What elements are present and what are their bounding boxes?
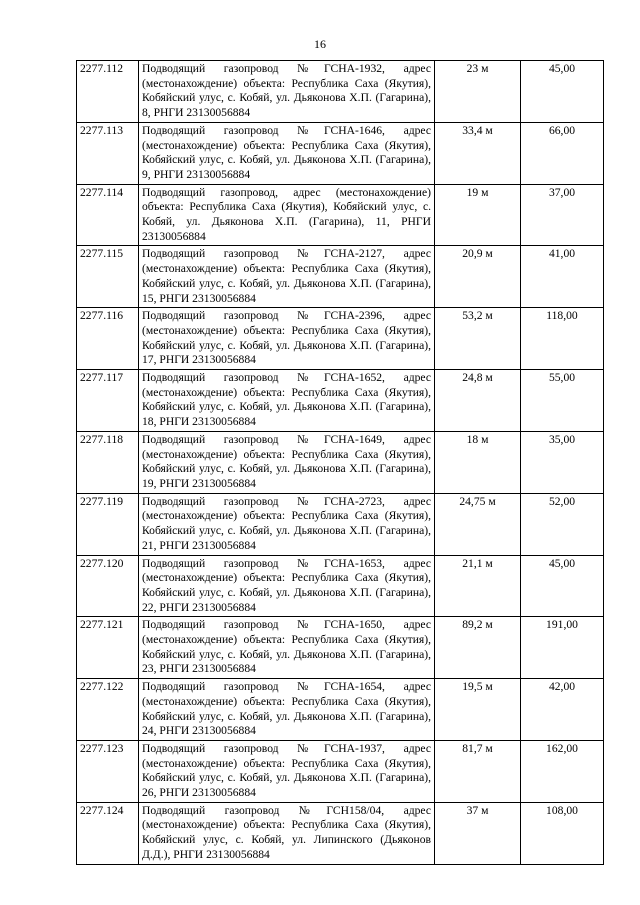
item-number-cell: 2277.124 <box>77 802 139 864</box>
item-number-cell: 2277.119 <box>77 493 139 555</box>
object-description-cell: Подводящий газопровод №ГСНА-1650, адрес (местонахождение) объекта: Республика Саха (Якутия), Кобяйский улус, с. Кобяй, ул. Дьяконова Х.П. (Гагарина), 23, РНГИ 23130056884 <box>139 617 435 679</box>
object-description-cell: Подводящий газопровод №ГСНА-2396, адрес (местонахождение) объекта: Республика Саха (Якутия), Кобяйский улус, с. Кобяй, ул. Дьяконова Х.П. (Гагарина), 17, РНГИ 23130056884 <box>139 308 435 370</box>
object-description-cell: Подводящий газопровод №ГСНА-1652, адрес (местонахождение) объекта: Республика Саха (Якутия), Кобяйский улус, с. Кобяй, ул. Дьяконова Х.П. (Гагарина), 18, РНГИ 23130056884 <box>139 370 435 432</box>
length-cell: 37 м <box>435 802 521 864</box>
value-cell: 162,00 <box>521 740 604 802</box>
object-description-cell: Подводящий газопровод №ГСНА-2723, адрес (местонахождение) объекта: Республика Саха (Якутия), Кобяйский улус, с. Кобяй, ул. Дьяконова Х.П. (Гагарина), 21, РНГИ 23130056884 <box>139 493 435 555</box>
length-cell: 20,9 м <box>435 246 521 308</box>
object-description-cell: Подводящий газопровод №ГСН158/04, адрес (местонахождение) объекта: Республика Саха (Якутия), Кобяйский улус, с. Кобяй, ул. Липинского (Дьяконов Д.Д.), РНГИ 23130056884 <box>139 802 435 864</box>
value-cell: 55,00 <box>521 370 604 432</box>
object-description-cell: Подводящий газопровод №ГСНА-2127, адрес (местонахождение) объекта: Республика Саха (Якутия), Кобяйский улус, с. Кобяй, ул. Дьяконова Х.П. (Гагарина), 15, РНГИ 23130056884 <box>139 246 435 308</box>
item-number-cell: 2277.120 <box>77 555 139 617</box>
value-cell: 35,00 <box>521 431 604 493</box>
value-cell: 118,00 <box>521 308 604 370</box>
table-row <box>77 740 604 802</box>
object-description-cell: Подводящий газопровод №ГСНА-1937, адрес (местонахождение) объекта: Республика Саха (Якутия), Кобяйский улус, с. Кобяй, ул. Дьяконова Х.П. (Гагарина), 26, РНГИ 23130056884 <box>139 740 435 802</box>
item-number-cell: 2277.114 <box>77 184 139 246</box>
item-number-cell: 2277.115 <box>77 246 139 308</box>
value-cell: 37,00 <box>521 184 604 246</box>
item-number-cell: 2277.113 <box>77 122 139 184</box>
table-row <box>77 617 604 679</box>
value-cell: 45,00 <box>521 61 604 123</box>
table-row <box>77 370 604 432</box>
table-row <box>77 246 604 308</box>
value-cell: 42,00 <box>521 679 604 741</box>
item-number-cell: 2277.122 <box>77 679 139 741</box>
item-number-cell: 2277.121 <box>77 617 139 679</box>
value-cell: 66,00 <box>521 122 604 184</box>
table-row <box>77 493 604 555</box>
value-cell: 41,00 <box>521 246 604 308</box>
item-number-cell: 2277.117 <box>77 370 139 432</box>
length-cell: 21,1 м <box>435 555 521 617</box>
length-cell: 53,2 м <box>435 308 521 370</box>
object-description-cell: Подводящий газопровод №ГСНА-1932, адрес (местонахождение) объекта: Республика Саха (Якутия), Кобяйский улус, с. Кобяй, ул. Дьяконова Х.П. (Гагарина), 8, РНГИ 23130056884 <box>139 61 435 123</box>
value-cell: 191,00 <box>521 617 604 679</box>
page-number: 16 <box>314 37 326 51</box>
object-description-cell: Подводящий газопровод №ГСНА-1654, адрес (местонахождение) объекта: Республика Саха (Якутия), Кобяйский улус, с. Кобяй, ул. Дьяконова Х.П. (Гагарина), 24, РНГИ 23130056884 <box>139 679 435 741</box>
length-cell: 89,2 м <box>435 617 521 679</box>
registry-table-body <box>77 61 604 865</box>
length-cell: 24,75 м <box>435 493 521 555</box>
table-row <box>77 431 604 493</box>
length-cell: 19,5 м <box>435 679 521 741</box>
table-row <box>77 802 604 864</box>
value-cell: 108,00 <box>521 802 604 864</box>
length-cell: 33,4 м <box>435 122 521 184</box>
table-row <box>77 308 604 370</box>
item-number-cell: 2277.118 <box>77 431 139 493</box>
length-cell: 24,8 м <box>435 370 521 432</box>
table-row <box>77 61 604 123</box>
table-row <box>77 679 604 741</box>
object-description-cell: Подводящий газопровод, адрес (местонахождение) объекта: Республика Саха (Якутия), Кобяйский улус, с. Кобяй, ул. Дьяконова Х.П. (Гагарина), 11, РНГИ 23130056884 <box>139 184 435 246</box>
item-number-cell: 2277.123 <box>77 740 139 802</box>
length-cell: 81,7 м <box>435 740 521 802</box>
object-description-cell: Подводящий газопровод №ГСНА-1646, адрес (местонахождение) объекта: Республика Саха (Якутия), Кобяйский улус, с. Кобяй, ул. Дьяконова Х.П. (Гагарина), 9, РНГИ 23130056884 <box>139 122 435 184</box>
length-cell: 19 м <box>435 184 521 246</box>
object-description-cell: Подводящий газопровод №ГСНА-1653, адрес (местонахождение) объекта: Республика Саха (Якутия), Кобяйский улус, с. Кобяй, ул. Дьяконова Х.П. (Гагарина), 22, РНГИ 23130056884 <box>139 555 435 617</box>
object-description-cell: Подводящий газопровод №ГСНА-1649, адрес (местонахождение) объекта: Республика Саха (Якутия), Кобяйский улус, с. Кобяй, ул. Дьяконова Х.П. (Гагарина), 19, РНГИ 23130056884 <box>139 431 435 493</box>
value-cell: 52,00 <box>521 493 604 555</box>
table-row <box>77 555 604 617</box>
registry-table <box>76 60 604 865</box>
item-number-cell: 2277.116 <box>77 308 139 370</box>
table-row <box>77 184 604 246</box>
length-cell: 23 м <box>435 61 521 123</box>
table-row <box>77 122 604 184</box>
item-number-cell: 2277.112 <box>77 61 139 123</box>
length-cell: 18 м <box>435 431 521 493</box>
value-cell: 45,00 <box>521 555 604 617</box>
